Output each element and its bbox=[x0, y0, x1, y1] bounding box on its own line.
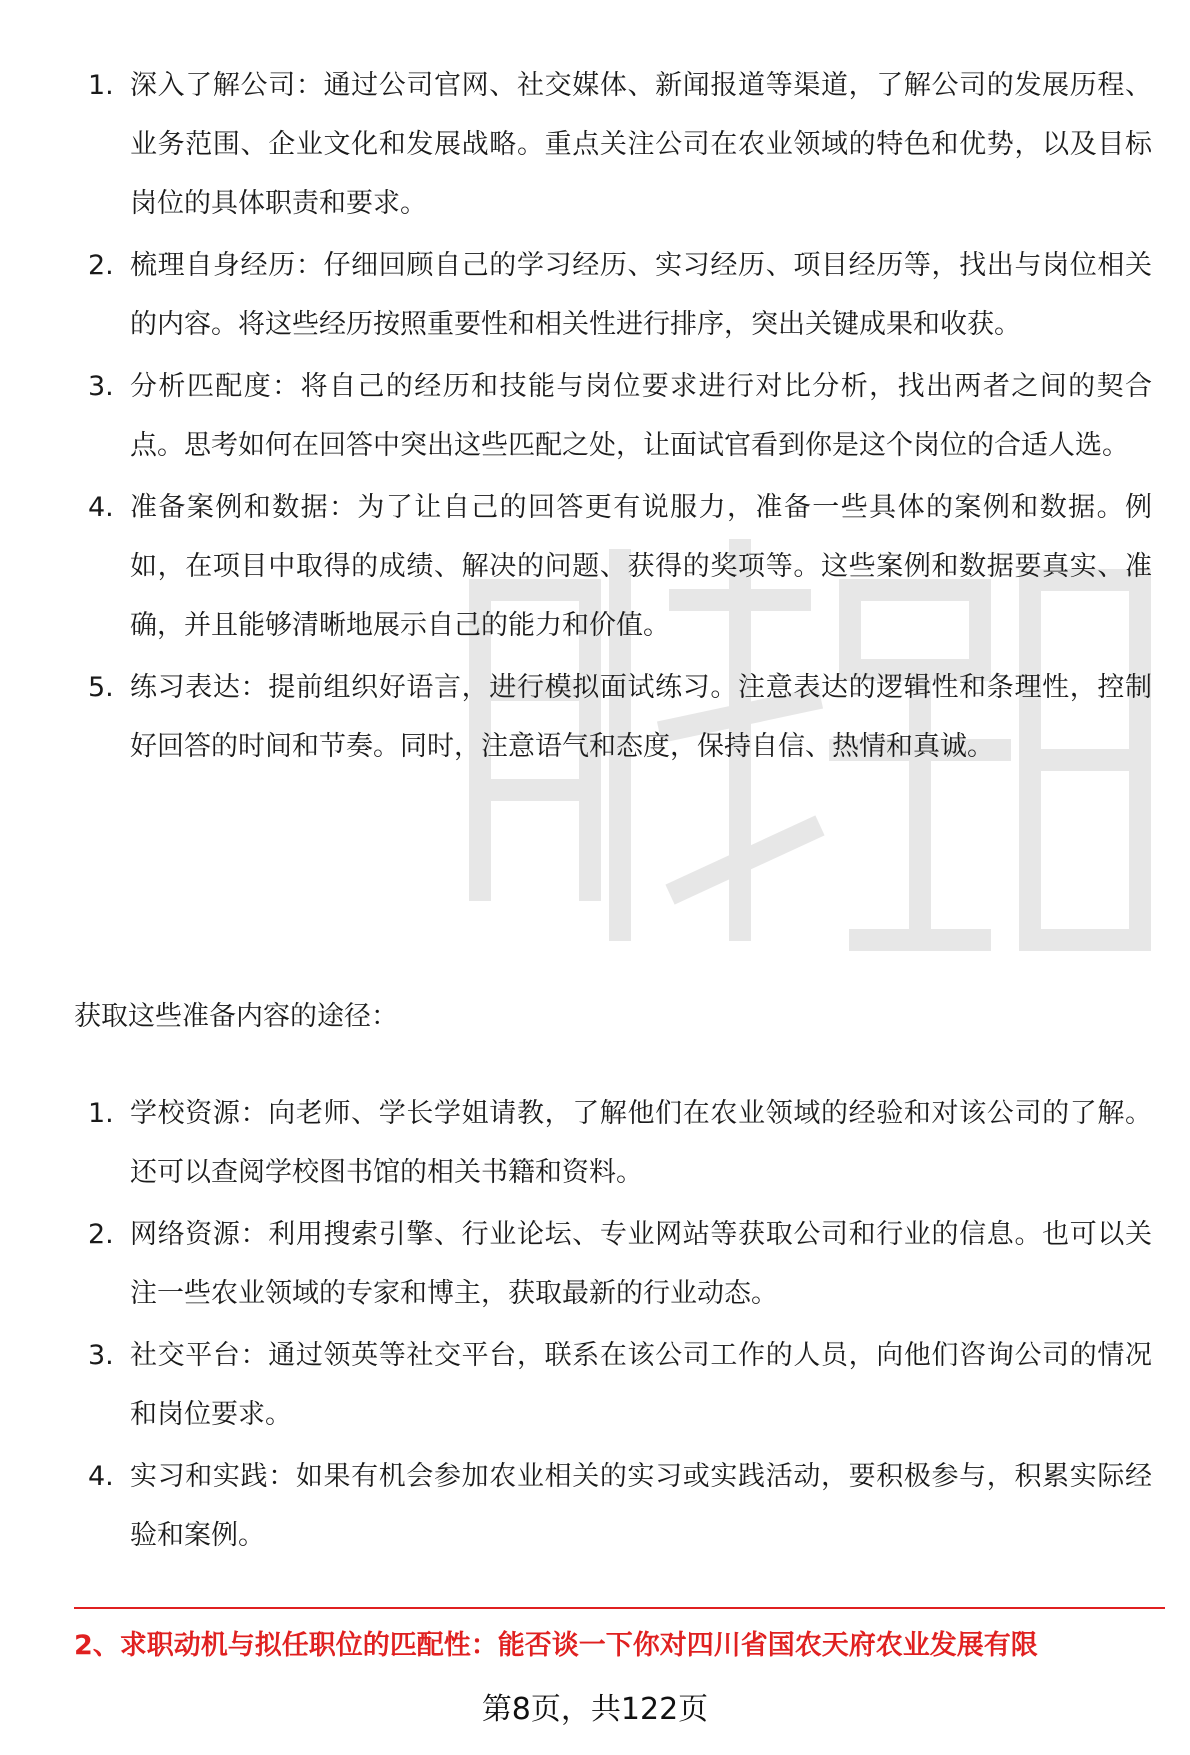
section-divider bbox=[74, 1607, 1165, 1609]
item-text: 实习和实践：如果有机会参加农业相关的实习或实践活动，要积极参与，积累实际经验和案例。 bbox=[130, 1461, 1152, 1551]
item-text: 学校资源：向老师、学长学姐请教，了解他们在农业领域的经验和对该公司的了解。还可以查阅学校图书馆的相关书籍和资料。 bbox=[130, 1098, 1152, 1188]
list-item bbox=[84, 1084, 1152, 1202]
item-number: 2. bbox=[88, 250, 114, 281]
item-text: 网络资源：利用搜索引擎、行业论坛、专业网站等获取公司和行业的信息。也可以关注一些农业领域的专家和博主，获取最新的行业动态。 bbox=[130, 1219, 1152, 1309]
list-item bbox=[84, 236, 1152, 354]
item-number: 2. bbox=[88, 1219, 114, 1250]
page-footer: 第8页，共122页 bbox=[481, 1692, 709, 1727]
item-text: 社交平台：通过领英等社交平台，联系在该公司工作的人员，向他们咨询公司的情况和岗位要求。 bbox=[130, 1340, 1152, 1430]
list-item bbox=[84, 357, 1152, 475]
item-number: 3. bbox=[88, 1340, 114, 1371]
item-number: 3. bbox=[88, 371, 114, 402]
item-text: 练习表达：提前组织好语言，进行模拟面试练习。注意表达的逻辑性和条理性，控制好回答的时间和节奏。同时，注意语气和态度，保持自信、热情和真诚。 bbox=[130, 672, 1152, 762]
item-text: 梳理自身经历：仔细回顾自己的学习经历、实习经历、项目经历等，找出与岗位相关的内容。将这些经历按照重要性和相关性进行排序，突出关键成果和收获。 bbox=[130, 250, 1152, 340]
list-item bbox=[84, 658, 1152, 776]
sources-lead: 获取这些准备内容的途径： bbox=[74, 1001, 398, 1032]
list-item bbox=[84, 478, 1152, 655]
item-number: 4. bbox=[88, 492, 114, 523]
preparation-list bbox=[84, 56, 1152, 779]
item-number: 4. bbox=[88, 1461, 114, 1492]
item-text: 分析匹配度：将自己的经历和技能与岗位要求进行对比分析，找出两者之间的契合点。思考如何在回答中突出这些匹配之处，让面试官看到你是这个岗位的合适人选。 bbox=[130, 371, 1152, 461]
item-number: 1. bbox=[88, 1098, 114, 1129]
list-item bbox=[84, 1205, 1152, 1323]
item-text: 准备案例和数据：为了让自己的回答更有说服力，准备一些具体的案例和数据。例如，在项目中取得的成绩、解决的问题、获得的奖项等。这些案例和数据要真实、准确，并且能够清晰地展示自己的能力和价值。 bbox=[130, 492, 1152, 641]
list-item bbox=[84, 1326, 1152, 1444]
item-text: 深入了解公司：通过公司官网、社交媒体、新闻报道等渠道，了解公司的发展历程、业务范围、企业文化和发展战略。重点关注公司在农业领域的特色和优势，以及目标岗位的具体职责和要求。 bbox=[130, 70, 1152, 219]
item-number: 1. bbox=[88, 70, 114, 101]
sources-list bbox=[84, 1084, 1152, 1568]
item-number: 5. bbox=[88, 672, 114, 703]
list-item bbox=[84, 1447, 1152, 1565]
list-item bbox=[84, 56, 1152, 233]
next-question-heading: 2、求职动机与拟任职位的匹配性：能否谈一下你对四川省国农天府农业发展有限 bbox=[74, 1630, 1038, 1661]
